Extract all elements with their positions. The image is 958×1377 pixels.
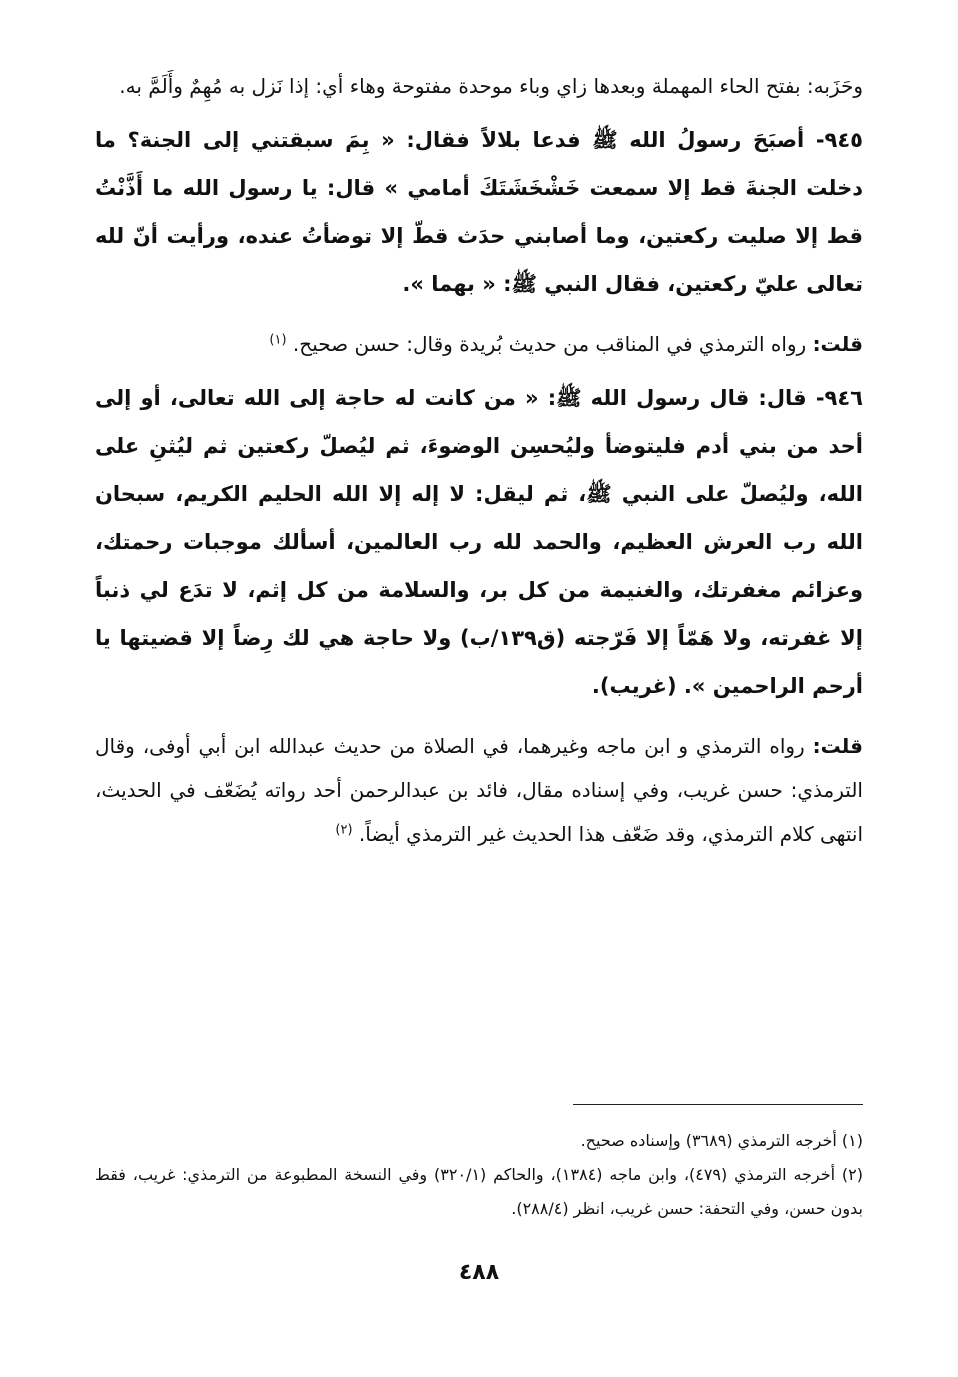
footnote-2: (٢) أخرجه الترمذي (٤٧٩)، وابن ماجه (١٣٨٤)، والحاكم (٣٢٠/١) وفي النسخة المطبوعة من الترمذي: غريب، فقط بدون حسن، وفي التحفة: حسن غريب، انظر (٢٨٨/٤). (95, 1165, 864, 1218)
hadith-946: ٩٤٦- قال: قال رسول الله ﷺ: « من كانت له حاجة إلى الله تعالى، أو إلى أحد من بني أدم فليتوضأ وليُحسِن الوضوءَ، ثم ليُصلّ ركعتين ثم ليُثنِ على الله، وليُصلّ على النبي ﷺ، ثم ليقل: لا إله إلا الله الحليم الكريم، سبحان الله رب العرش العظيم، والحمد لله رب العالمين، أسألك موجبات رحمتك، وعزائم مغفرتك، والغنيمة من كل بر، والسلامة من كل إثم، لا تدَع لي ذنباً إلا غفرته، ولا هَمّاً إلا فَرّجته (ق١٣٩/ب) ولا حاجة هي لك رِضاً إلا قضيتها يا أرحم الراحمين ». (غريب). (95, 386, 863, 698)
footnote-ref-2: (٢) (335, 822, 353, 838)
hadith-945: ٩٤٥- أصبَحَ رسولُ الله ﷺ فدعا بلالاً فقال: « بِمَ سبقتني إلى الجنة؟ ما دخلت الجنةَ قط إلا سمعت خَشْخَشَتَكَ أمامي » قال: يا رسول الله ما أَذَّنْتُ قط إلا صليت ركعتين، وما أصابني حدَث قطّ إلا توضأتُ عنده، ورأيت أنّ لله تعالى عليّ ركعتين، فقال النبي ﷺ: « بهما ». (95, 128, 863, 296)
paragraph-intro: وحَزَبه: بفتح الحاء المهملة وبعدها زاي وباء موحدة مفتوحة وهاء أي: إذا نَزل به مُهِمٌ وأَلَمَّ به. (119, 74, 863, 98)
commentary-label: قلت: (812, 734, 864, 758)
commentary-945 (95, 322, 863, 366)
footnotes (95, 1124, 863, 1226)
commentary-text: رواه الترمذي في المناقب من حديث بُريدة وقال: حسن صحيح. (292, 332, 807, 356)
footnote-ref-1: (١) (269, 332, 287, 348)
commentary-946 (95, 724, 863, 856)
footnote-divider (573, 1104, 863, 1105)
commentary-label: قلت: (812, 332, 863, 356)
commentary-text: رواه الترمذي و ابن ماجه وغيرهما، في الصلاة من حديث عبدالله ابن أبي أوفى، وقال الترمذي: حسن غريب، وفي إسناده مقال، فائد بن عبدالرحمن أحد رواته يُضَعّف في الحديث، انتهى كلام الترمذي، وقد ضَعّف هذا الحديث غير الترمذي أيضاً. (95, 734, 863, 846)
page-number: ٤٨٨ (458, 1260, 500, 1285)
footnote-1: (١) أخرجه الترمذي (٣٦٨٩) وإسناده صحيح. (580, 1131, 863, 1150)
